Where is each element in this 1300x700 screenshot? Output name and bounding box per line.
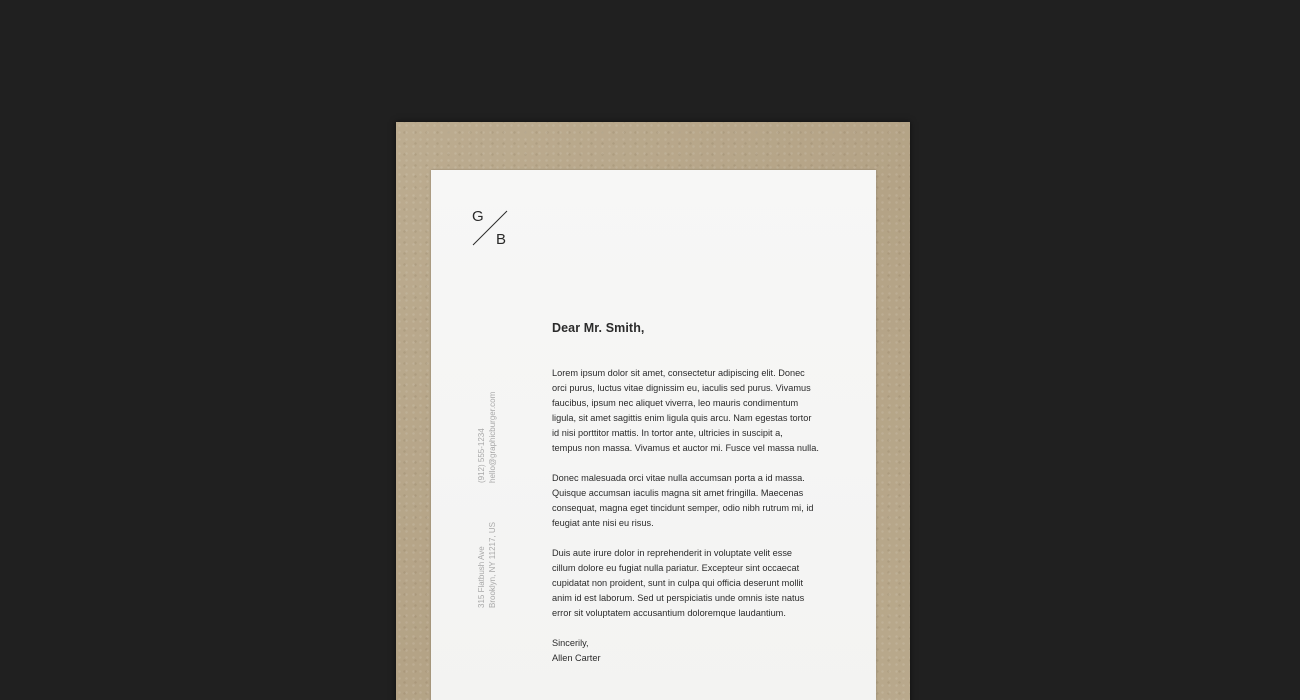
gb-logo [472, 209, 510, 247]
letter-paragraph-3: Duis aute irure dolor in reprehenderit in voluptate velit esse cillum dolore eu fugiat nulla pariatur. Excepteur sint occaecat cupidatat non proident, sunt in culpa qui officia deserunt mollit anim id est laborum. Sed ut perspiciatis unde omnis iste natus error sit voluptatem accusantium doloremque laudantium. [552, 548, 805, 618]
contact-phone-email [476, 392, 498, 483]
letter-paragraph-2: Donec malesuada orci vitae nulla accumsan porta a id massa. Quisque accumsan iaculis magna sit amet fringilla. Maecenas consequat, magna eget tincidunt semper, odio nibh rutrum mi, id feugiat ante nisi eu risus. [552, 473, 814, 528]
logo-letter-g: G [472, 208, 484, 225]
letter-paragraph-1: Lorem ipsum dolor sit amet, consectetur adipiscing elit. Donec orci purus, luctus vitae dignissim eu, iaculis sed purus. Vivamus faucibus, ipsum nec aliquet viverra, leo mauris condimentum ligula, sit amet sagittis enim ligula quis arcu. Nam egestas tortor id nisi porttitor mattis. In tortor ante, ultricies in suscipit a, tempus non massa. Vivamus et auctor mi. Fusce vel massa nulla. [552, 368, 819, 453]
contact-city: Brooklyn, NY 11217, US [488, 522, 497, 608]
contact-street: 315 Flatbush Ave [477, 546, 486, 608]
contact-email: hello@graphicburger.com [488, 391, 497, 483]
logo-letter-b: B [496, 231, 507, 248]
contact-phone: (912) 555-1234 [477, 428, 486, 483]
letter-signature: Allen Carter [552, 653, 601, 663]
letter-closing: Sincerily, [552, 638, 589, 648]
letter-body [552, 318, 822, 666]
contact-address [476, 522, 498, 608]
letter-salutation: Dear Mr. Smith, [552, 321, 645, 335]
